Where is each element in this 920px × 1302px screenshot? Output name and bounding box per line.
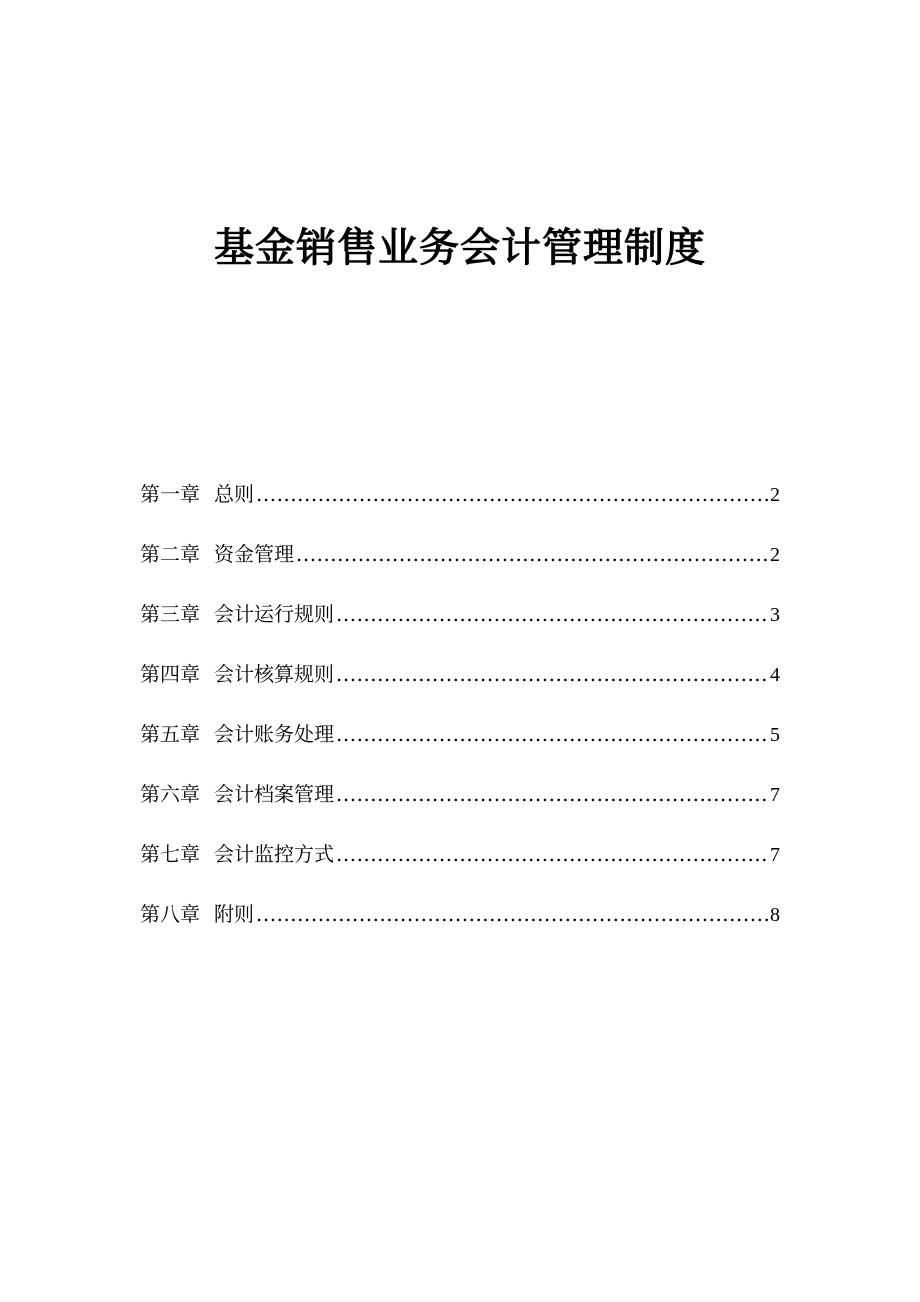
toc-chapter-heading: 会计监控方式: [214, 842, 334, 866]
toc-entry-3[interactable]: [140, 596, 780, 656]
toc-chapter-heading: 附则: [214, 902, 254, 926]
toc-entry-7[interactable]: [140, 836, 780, 896]
toc-page-number: 3: [770, 604, 780, 626]
toc-chapter-heading: 总则: [214, 482, 254, 506]
toc-page-number: 4: [770, 664, 780, 686]
toc-page-number: 7: [770, 784, 780, 806]
toc-entry-5[interactable]: [140, 716, 780, 776]
toc-entry-2[interactable]: [140, 536, 780, 596]
toc-chapter-number: 第六章: [140, 782, 200, 806]
toc-chapter-heading: 会计运行规则: [214, 602, 334, 626]
toc-dot-leader: [336, 596, 768, 632]
toc-dot-leader: [256, 476, 768, 512]
table-of-contents: [140, 476, 780, 956]
toc-page-number: 5: [770, 724, 780, 746]
toc-chapter-number: 第二章: [140, 542, 200, 566]
toc-entry-4[interactable]: [140, 656, 780, 716]
document-title: 基金销售业务会计管理制度: [214, 225, 706, 271]
toc-chapter-number: 第七章: [140, 842, 200, 866]
toc-page-number: 2: [770, 484, 780, 506]
toc-dot-leader: [336, 776, 768, 812]
toc-chapter-number: 第五章: [140, 722, 200, 746]
toc-dot-leader: [336, 656, 768, 692]
toc-dot-leader: [296, 536, 768, 572]
toc-dot-leader: [336, 716, 768, 752]
toc-chapter-heading: 会计核算规则: [214, 662, 334, 686]
toc-chapter-number: 第四章: [140, 662, 200, 686]
toc-dot-leader: [256, 896, 768, 932]
toc-chapter-heading: 资金管理: [214, 542, 294, 566]
toc-page-number: 8: [770, 904, 780, 926]
toc-page-number: 2: [770, 544, 780, 566]
toc-entry-6[interactable]: [140, 776, 780, 836]
toc-chapter-number: 第八章: [140, 902, 200, 926]
toc-chapter-number: 第一章: [140, 482, 200, 506]
toc-chapter-heading: 会计档案管理: [214, 782, 334, 806]
toc-chapter-heading: 会计账务处理: [214, 722, 334, 746]
toc-entry-8[interactable]: [140, 896, 780, 956]
toc-chapter-number: 第三章: [140, 602, 200, 626]
toc-dot-leader: [336, 836, 768, 872]
toc-entry-1[interactable]: [140, 476, 780, 536]
toc-page-number: 7: [770, 844, 780, 866]
